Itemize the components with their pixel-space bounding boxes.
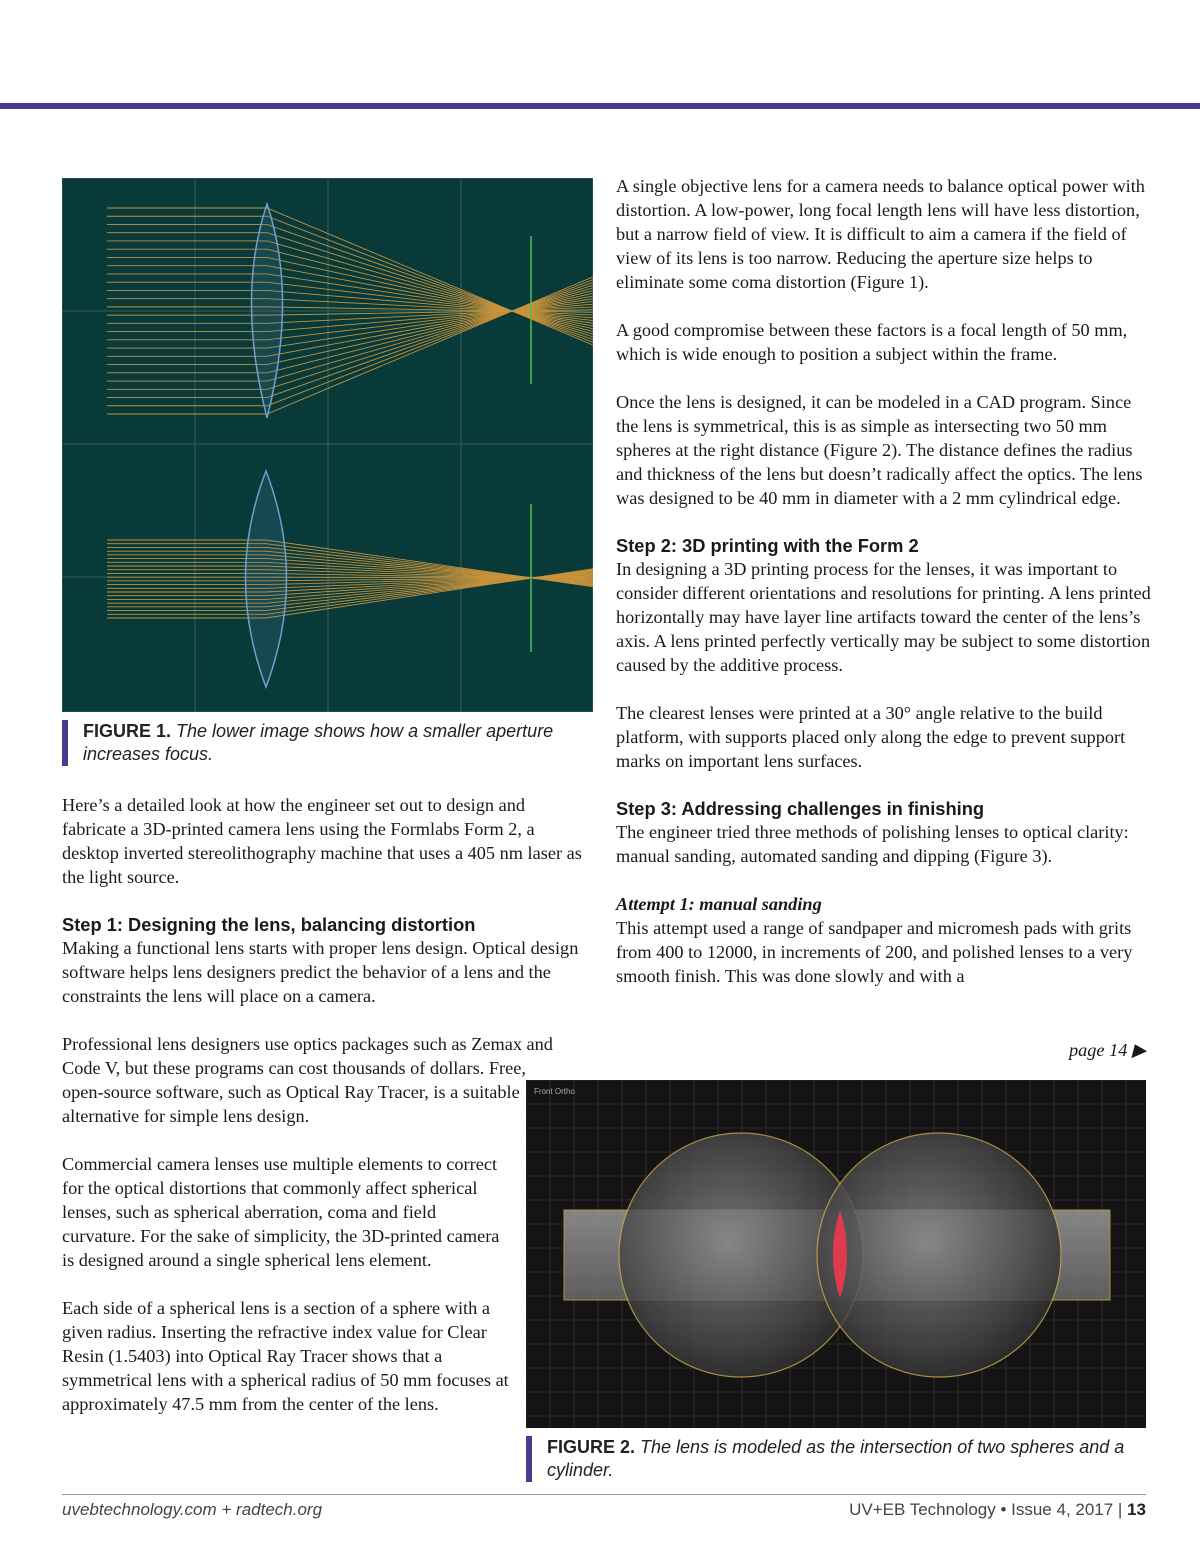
- intro-paragraph: Here’s a detailed look at how the engineer set out to design and fabricate a 3D-printed camera lens using the Formlabs Form 2, a desktop inverted stereolithography machine that uses a 405 nm laser as the light source.: [62, 795, 582, 887]
- footer-divider: [62, 1494, 1146, 1495]
- step1-paragraph-3: Commercial camera lenses use multiple elements to correct for the optical distortions that commonly affect spherical lenses, such as spherical aberration, coma and field curvature. For the sake of simplicity, the 3D-printed camera is designed around a single spherical lens element.: [62, 1154, 500, 1270]
- page-number: 13: [1127, 1500, 1146, 1519]
- step2-paragraph-2: The clearest lenses were printed at a 30° angle relative to the build platform, with supports placed only along the edge to prevent support marks on important lens surfaces.: [616, 703, 1126, 771]
- figure-1-ray-trace: [62, 178, 593, 712]
- right-column: [616, 174, 1152, 988]
- attempt1-heading: Attempt 1: manual sanding: [616, 894, 822, 914]
- step1-paragraph-4: Each side of a spherical lens is a section of a sphere with a given radius. Inserting the refractive index value for Clear Resin (1.5403) into Optical Ray Tracer shows that a symmetrical lens with a spherical radius of 50 mm focuses at approximately 47.5 mm from the center of the lens.: [62, 1298, 509, 1414]
- step1-paragraph-1: Making a functional lens starts with proper lens design. Optical design software helps lens designers predict the behavior of a lens and the constraints the lens will place on a camera.: [62, 938, 579, 1006]
- right-paragraph-1: A single objective lens for a camera needs to balance optical power with distortion. A low-power, long focal length lens will have less distortion, but a narrow field of view. It is difficult to aim a camera if the field of view of its lens is too narrow. Reducing the aperture size helps to eliminate some coma distortion (Figure 1).: [616, 176, 1145, 292]
- footer-websites: uvebtechnology.com + radtech.org: [62, 1500, 323, 1519]
- figure-1-caption: [62, 720, 583, 766]
- figure-1-caption-text: The lower image shows how a smaller aperture increases focus.: [83, 721, 554, 764]
- attempt1-paragraph: This attempt used a range of sandpaper and micromesh pads with grits from 400 to 12000, in increments of 200, and polished lenses to a very smooth finish. This was done slowly and with a: [616, 918, 1133, 986]
- step3-paragraph-1: The engineer tried three methods of polishing lenses to optical clarity: manual sanding, automated sanding and dipping (Figure 3).: [616, 822, 1129, 866]
- step1-heading: Step 1: Designing the lens, balancing distortion: [62, 914, 476, 935]
- ray-trace-diagram: [62, 178, 593, 712]
- step2-heading: Step 2: 3D printing with the Form 2: [616, 535, 919, 556]
- figure-2-cad-render: [526, 1080, 1146, 1428]
- figure-1-caption-label: FIGURE 1.: [83, 721, 172, 741]
- continued-on-page-link[interactable]: page 14 ▶: [1068, 1040, 1146, 1060]
- figure-2-caption-label: FIGURE 2.: [547, 1437, 636, 1457]
- step2-paragraph-1: In designing a 3D printing process for the lenses, it was important to consider different orientations and resolutions for printing. A lens printed horizontally may have layer line artifacts toward the center of the lens’s axis. A lens printed perfectly vertically may be subject to some distortion caused by the additive process.: [616, 559, 1151, 675]
- lens-lower: [246, 471, 287, 687]
- footer-issue-text: UV+EB Technology • Issue 4, 2017 |: [849, 1500, 1128, 1519]
- right-paragraph-3: Once the lens is designed, it can be modeled in a CAD program. Since the lens is symmetrical, this is as simple as intersecting two 50 mm spheres at the right distance (Figure 2). The distance defines the radius and thickness of the lens but doesn’t radically affect the optics. The lens was designed to be 40 mm in diameter with a 2 mm cylindrical edge.: [616, 392, 1143, 508]
- step3-heading: Step 3: Addressing challenges in finishing: [616, 798, 985, 819]
- cad-intersection-diagram: [526, 1080, 1146, 1428]
- step1-paragraph-2: Professional lens designers use optics packages such as Zemax and Code V, but these programs can cost thousands of dollars. Free, open-source software, such as Optical Ray Tracer, is a suitable alternative for simple lens design.: [62, 1034, 553, 1126]
- figure-2-caption-text: The lens is modeled as the intersection of two spheres and a cylinder.: [547, 1437, 1125, 1480]
- figure-2-caption: [526, 1436, 1167, 1482]
- left-column: [62, 793, 592, 1440]
- right-paragraph-2: A good compromise between these factors is a focal length of 50 mm, which is wide enough to position a subject within the frame.: [616, 320, 1128, 364]
- viewport-label: Front Ortho: [534, 1087, 575, 1096]
- footer-issue-info: [849, 1500, 1146, 1520]
- top-accent-bar: [0, 103, 1200, 109]
- sphere-right: [817, 1133, 1061, 1377]
